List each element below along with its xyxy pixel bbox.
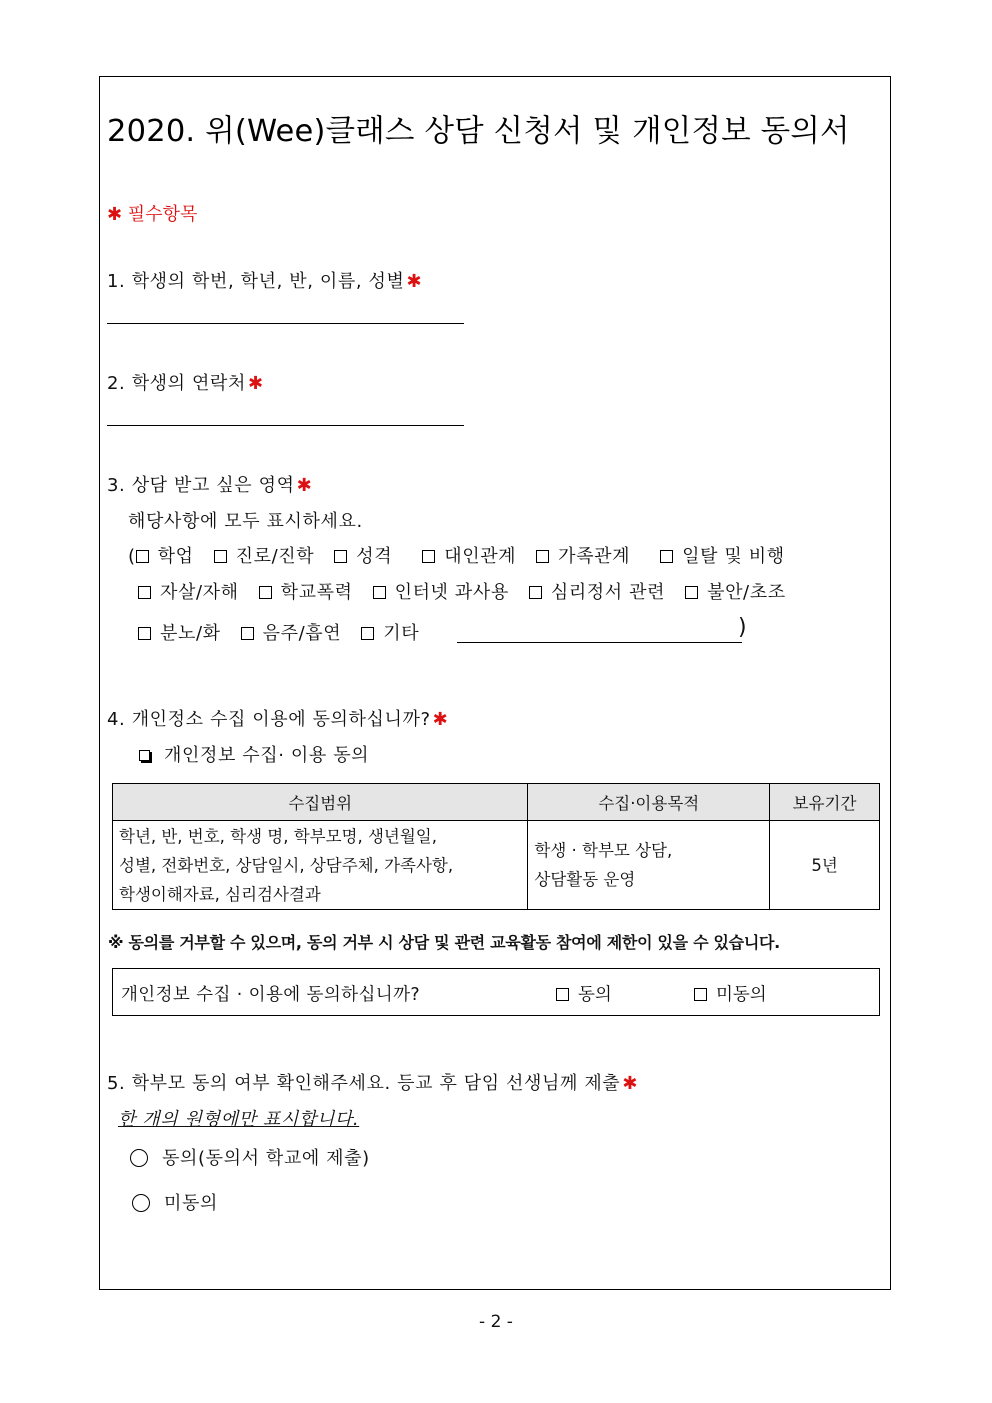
- scope-line: 학년, 반, 번호, 학생 명, 학부모명, 생년월일,: [119, 826, 437, 846]
- option-label: 대인관계: [444, 546, 517, 567]
- option-label: 기타: [383, 623, 420, 644]
- question-3-label: 3. 상담 받고 싶은 영역: [107, 475, 295, 496]
- checkbox-internet-overuse[interactable]: [373, 586, 386, 599]
- privacy-table: [112, 783, 880, 910]
- refusal-notice: ※ 동의를 거부할 수 있으며, 동의 거부 시 상담 및 관련 교육활동 참여에 제한이 있을 수 있습니다.: [108, 933, 780, 952]
- table-header-row: [113, 784, 880, 821]
- page-number: - 2 -: [479, 1312, 513, 1332]
- required-star: ✱: [247, 373, 264, 394]
- area-options-row-1: [128, 542, 785, 568]
- purpose-line: 학생 · 학부모 상담,: [534, 841, 673, 860]
- checkbox-disagree[interactable]: [694, 988, 707, 1001]
- page-title: 2020. 위(Wee)클래스 상담 신청서 및 개인정보 동의서: [107, 114, 850, 149]
- period-cell: 5년: [770, 821, 880, 910]
- checkbox-agree[interactable]: [556, 988, 569, 1001]
- area-options-row-2: [138, 578, 786, 604]
- question-5-label: 5. 학부모 동의 여부 확인해주세요. 등교 후 담임 선생님께 제출: [107, 1073, 621, 1094]
- checkbox-other[interactable]: [361, 627, 374, 640]
- option-label: 일탈 및 비행: [682, 546, 785, 567]
- table-header: 수집·이용목적: [528, 784, 770, 821]
- radio-circle-icon[interactable]: [130, 1149, 148, 1167]
- option-label: 음주/흡연: [262, 623, 342, 644]
- checkbox-family[interactable]: [536, 550, 549, 563]
- option-label: 불안/초조: [707, 582, 786, 603]
- parent-agree-label: 동의(동의서 학교에 제출): [162, 1148, 370, 1169]
- checkbox-school-violence[interactable]: [259, 586, 272, 599]
- disagree-label: 미동의: [716, 985, 767, 1005]
- answer-1-field[interactable]: [107, 323, 464, 324]
- table-header: 수집범위: [113, 784, 528, 821]
- question-2-label: 2. 학생의 연락처: [107, 373, 246, 394]
- option-label: 심리정서 관련: [550, 582, 666, 603]
- required-star: ✱: [432, 709, 449, 730]
- option-label: 학업: [157, 546, 194, 567]
- open-paren: (: [128, 546, 136, 567]
- required-star: ✱: [622, 1073, 638, 1094]
- option-label: 학교폭력: [280, 582, 353, 603]
- checkbox-study[interactable]: [136, 550, 149, 563]
- table-row: [113, 821, 880, 910]
- checkbox-personality[interactable]: [334, 550, 347, 563]
- option-label: 자살/자해: [160, 582, 239, 603]
- answer-2-field[interactable]: [107, 425, 464, 426]
- disagree-option[interactable]: [694, 981, 767, 1006]
- question-2: [107, 369, 264, 395]
- parent-agree-option[interactable]: [130, 1144, 370, 1170]
- checkbox-career[interactable]: [214, 550, 227, 563]
- option-label: 분노/화: [160, 623, 221, 644]
- question-3-hint: 해당사항에 모두 표시하세요.: [128, 511, 363, 532]
- required-note: ✱ 필수항목: [107, 204, 198, 225]
- purpose-cell: [528, 821, 770, 910]
- required-star: ✱: [406, 271, 423, 292]
- parent-disagree-label: 미동의: [164, 1193, 218, 1214]
- radio-circle-icon[interactable]: [132, 1194, 150, 1212]
- scope-cell: [113, 821, 528, 910]
- question-1: [107, 267, 422, 293]
- option-label: 가족관계: [558, 546, 631, 567]
- close-paren: ): [738, 615, 747, 640]
- question-4-label: 4. 개인정소 수집 이용에 동의하십니까?: [107, 709, 431, 730]
- checkbox-self-harm[interactable]: [138, 586, 151, 599]
- square-bullet-icon: [139, 750, 150, 761]
- checkbox-anger[interactable]: [138, 627, 151, 640]
- consent-subheading-text: 개인정보 수집· 이용 동의: [164, 745, 370, 766]
- parent-disagree-option[interactable]: [132, 1189, 218, 1215]
- agree-option[interactable]: [556, 981, 612, 1006]
- scope-line: 성별, 전화번호, 상담일시, 상담주체, 가족사항,: [119, 855, 454, 875]
- question-5: [107, 1069, 638, 1095]
- option-label: 인터넷 과사용: [394, 582, 509, 603]
- checkbox-relationships[interactable]: [422, 550, 435, 563]
- consent-box: [112, 968, 880, 1016]
- agree-label: 동의: [578, 985, 612, 1005]
- required-star: ✱: [296, 475, 313, 496]
- purpose-line: 상담활동 운영: [534, 870, 636, 889]
- consent-question: 개인정보 수집 · 이용에 동의하십니까?: [121, 985, 421, 1005]
- checkbox-drinking-smoking[interactable]: [241, 627, 254, 640]
- option-label: 성격: [356, 546, 393, 567]
- checkbox-delinquency[interactable]: [660, 550, 673, 563]
- consent-subheading: [139, 741, 369, 767]
- q5-instruction: 한 개의 원형에만 표시합니다.: [118, 1109, 360, 1130]
- option-label: 진로/진학: [235, 546, 315, 567]
- area-options-row-3: [138, 619, 419, 645]
- scope-line: 학생이해자료, 심리검사결과: [119, 884, 321, 904]
- other-input[interactable]: [457, 642, 742, 643]
- checkbox-anxiety[interactable]: [685, 586, 698, 599]
- question-3: [107, 471, 312, 497]
- question-1-label: 1. 학생의 학번, 학년, 반, 이름, 성별: [107, 271, 405, 292]
- question-4: [107, 705, 448, 731]
- table-header: 보유기간: [770, 784, 880, 821]
- checkbox-emotional[interactable]: [529, 586, 542, 599]
